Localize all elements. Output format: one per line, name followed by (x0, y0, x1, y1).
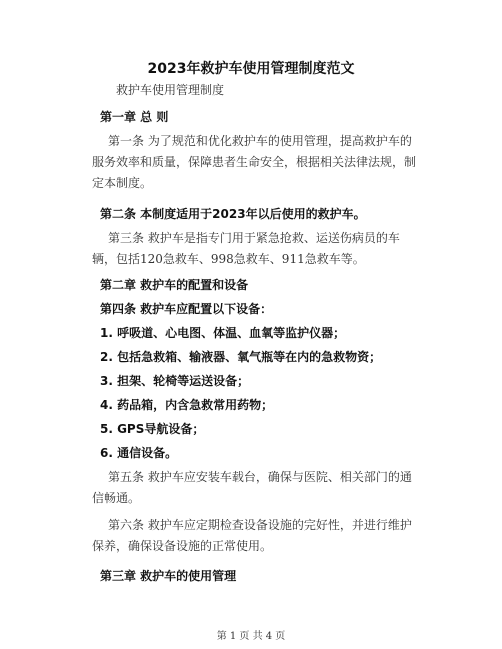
document-title: 2023年救护车使用管理制度范文 (147, 61, 355, 77)
document-subtitle: 救护车使用管理制度 (116, 83, 225, 97)
list-item: 4. 药品箱，内含急救常用药物； (100, 398, 274, 412)
chapter-2-heading: 第二章 救护车的配置和设备 (100, 278, 249, 292)
chapter-3-heading: 第三章 救护车的使用管理 (100, 569, 237, 583)
article-3: 第三条 救护车是指专门用于紧急抢救、运送伤病员的车辆，包括120急救车、998急救车、911急救车等。 (92, 231, 400, 266)
article-1: 第一条 为了规范和优化救护车的使用管理，提高救护车的服务效率和质量，保障患者生命安全，根据相关法律法规，制定本制度。 (92, 134, 417, 190)
list-item: 2. 包括急救箱、输液器、氧气瓶等在内的急救物资； (100, 350, 382, 364)
list-item: 3. 担架、轮椅等运送设备； (100, 374, 250, 388)
list-item: 5. GPS导航设备； (100, 422, 205, 436)
article-2: 第二条 本制度适用于2023年以后使用的救护车。 (100, 207, 366, 221)
chapter-1-heading: 第一章 总 则 (100, 110, 169, 124)
page-footer: 第 1 页 共 4 页 (216, 631, 286, 642)
article-4: 第四条 救护车应配置以下设备： (100, 302, 273, 316)
article-5: 第五条 救护车应安装车载台，确保与医院、相关部门的通信畅通。 (92, 470, 412, 505)
article-6: 第六条 救护车应定期检查设备设施的完好性，并进行维护保养，确保设备设施的正常使用。 (92, 518, 412, 553)
list-item: 1. 呼吸道、心电图、体温、血氧等监护仪器； (100, 326, 346, 340)
list-item: 6. 通信设备。 (100, 446, 178, 460)
